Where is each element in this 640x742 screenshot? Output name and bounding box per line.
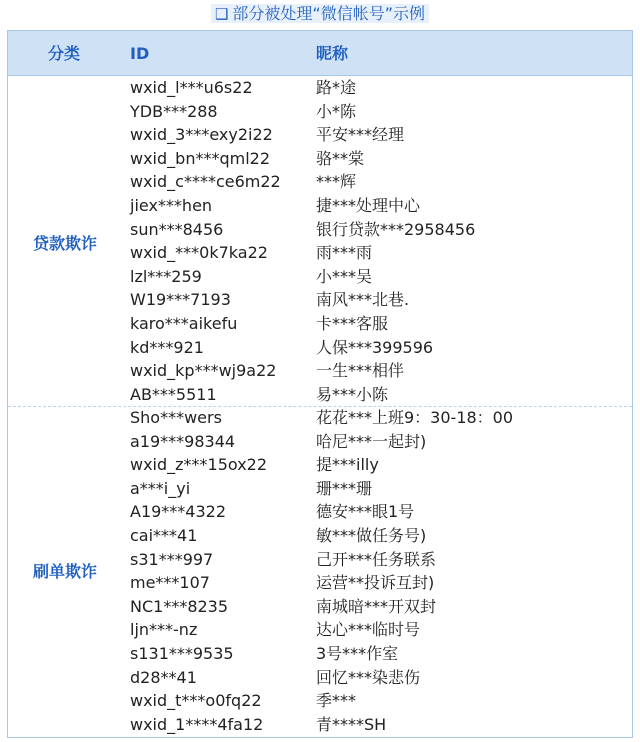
header-nickname: 昵称 bbox=[316, 44, 349, 63]
table-row bbox=[8, 170, 632, 194]
account-id: Sho***wers bbox=[130, 408, 222, 427]
table-row bbox=[8, 100, 632, 124]
table-row bbox=[8, 76, 632, 100]
checkbox-square-icon: ❑ bbox=[214, 5, 229, 23]
table-row bbox=[8, 383, 632, 407]
account-id: A19***4322 bbox=[130, 502, 227, 522]
account-id: a19***98344 bbox=[130, 431, 236, 451]
account-id: sun***8456 bbox=[130, 219, 224, 239]
table-row bbox=[8, 618, 632, 642]
account-nickname: 花花***上班9：30-18：00 bbox=[316, 408, 514, 427]
account-id: ljn***-nz bbox=[130, 620, 198, 640]
account-nickname: 德安***眼1号 bbox=[316, 502, 415, 522]
account-id: me***107 bbox=[130, 573, 210, 593]
account-nickname: 3号***作室 bbox=[316, 644, 399, 663]
account-nickname: 珊***珊 bbox=[316, 478, 373, 498]
table-row bbox=[8, 477, 632, 501]
account-id: karo***aikefu bbox=[130, 314, 238, 333]
account-id: YDB***288 bbox=[130, 101, 218, 121]
table-row bbox=[8, 218, 632, 242]
account-nickname: 南城暗***开双封 bbox=[316, 596, 437, 616]
account-id: s31***997 bbox=[130, 549, 214, 569]
header-category: 分类 bbox=[48, 44, 81, 63]
account-nickname: 人保***399596 bbox=[316, 337, 434, 357]
account-nickname: 哈尼***一起封) bbox=[316, 431, 427, 451]
header-id: ID bbox=[130, 44, 150, 63]
table-row bbox=[8, 713, 632, 737]
account-nickname: 捷***处理中心 bbox=[316, 196, 421, 215]
table-row bbox=[8, 666, 632, 690]
account-id: wxid_l***u6s22 bbox=[130, 78, 253, 97]
table-row bbox=[8, 336, 632, 360]
account-id: wxid_3***exy2i22 bbox=[130, 125, 273, 145]
account-id: lzl***259 bbox=[130, 266, 202, 286]
account-id: wxid_bn***qml22 bbox=[130, 148, 270, 168]
table-row bbox=[8, 548, 632, 572]
table-row bbox=[8, 123, 632, 147]
account-nickname: 回忆***染悲伤 bbox=[316, 667, 421, 687]
account-nickname: 南风***北巷. bbox=[316, 290, 410, 310]
account-nickname: 己开***任务联系 bbox=[316, 549, 437, 569]
account-id: wxid_z***15ox22 bbox=[130, 455, 268, 475]
table-row bbox=[8, 595, 632, 619]
table-row bbox=[8, 265, 632, 289]
account-id: jiex***hen bbox=[130, 196, 213, 215]
account-id: d28**41 bbox=[130, 667, 197, 687]
account-id: W19***7193 bbox=[130, 290, 231, 310]
account-nickname: 路*途 bbox=[316, 78, 357, 97]
table-row bbox=[8, 642, 632, 666]
table-row bbox=[8, 312, 632, 336]
account-id: wxid_***0k7ka22 bbox=[130, 243, 268, 263]
account-nickname: 小***吴 bbox=[316, 266, 373, 286]
account-id: wxid_1****4fa12 bbox=[130, 714, 264, 734]
account-nickname: 雨***雨 bbox=[316, 243, 373, 263]
account-nickname: 易***小陈 bbox=[316, 384, 389, 404]
table-row bbox=[8, 571, 632, 595]
account-nickname: 小*陈 bbox=[316, 101, 357, 121]
account-nickname: ***辉 bbox=[316, 172, 357, 192]
table-row bbox=[8, 524, 632, 548]
account-nickname: 卡***客服 bbox=[316, 314, 389, 333]
account-id: wxid_t***o0fq22 bbox=[130, 691, 262, 711]
account-nickname: 提***illy bbox=[316, 455, 379, 475]
table-row bbox=[8, 241, 632, 265]
group-category-label: 刷单欺诈 bbox=[33, 562, 98, 581]
table-row bbox=[8, 453, 632, 477]
account-id: AB***5511 bbox=[130, 384, 217, 404]
table-header bbox=[8, 31, 632, 76]
account-nickname: 达心***临时号 bbox=[316, 620, 421, 640]
table-row bbox=[8, 430, 632, 454]
table-row bbox=[8, 288, 632, 312]
table-row bbox=[8, 406, 632, 430]
table-caption bbox=[0, 3, 640, 25]
account-id: cai***41 bbox=[130, 526, 198, 545]
account-nickname: 一生***相伴 bbox=[316, 361, 405, 381]
account-nickname: 敏***做任务号) bbox=[316, 526, 427, 545]
account-nickname: 季*** bbox=[316, 691, 357, 711]
account-id: a***i_yi bbox=[130, 478, 191, 498]
account-id: kd***921 bbox=[130, 337, 204, 357]
caption-text: 部分被处理“微信帐号”示例 bbox=[232, 4, 426, 23]
wechat-account-table bbox=[7, 30, 633, 738]
group-brushing-fraud bbox=[8, 406, 632, 737]
account-nickname: 青****SH bbox=[316, 714, 387, 734]
group-loan-fraud bbox=[8, 76, 632, 407]
table-row bbox=[8, 147, 632, 171]
table-row bbox=[8, 359, 632, 383]
group-category-label: 贷款欺诈 bbox=[33, 234, 98, 253]
table-row bbox=[8, 194, 632, 218]
account-nickname: 骆**棠 bbox=[316, 148, 365, 168]
account-id: s131***9535 bbox=[130, 644, 234, 663]
account-nickname: 平安***经理 bbox=[316, 125, 405, 145]
table-row bbox=[8, 500, 632, 524]
account-id: wxid_kp***wj9a22 bbox=[130, 361, 277, 381]
account-nickname: 运营**投诉互封) bbox=[316, 573, 435, 593]
table-row bbox=[8, 689, 632, 713]
account-nickname: 银行贷款***2958456 bbox=[316, 219, 476, 239]
account-id: wxid_c****ce6m22 bbox=[130, 172, 281, 192]
account-id: NC1***8235 bbox=[130, 596, 229, 616]
